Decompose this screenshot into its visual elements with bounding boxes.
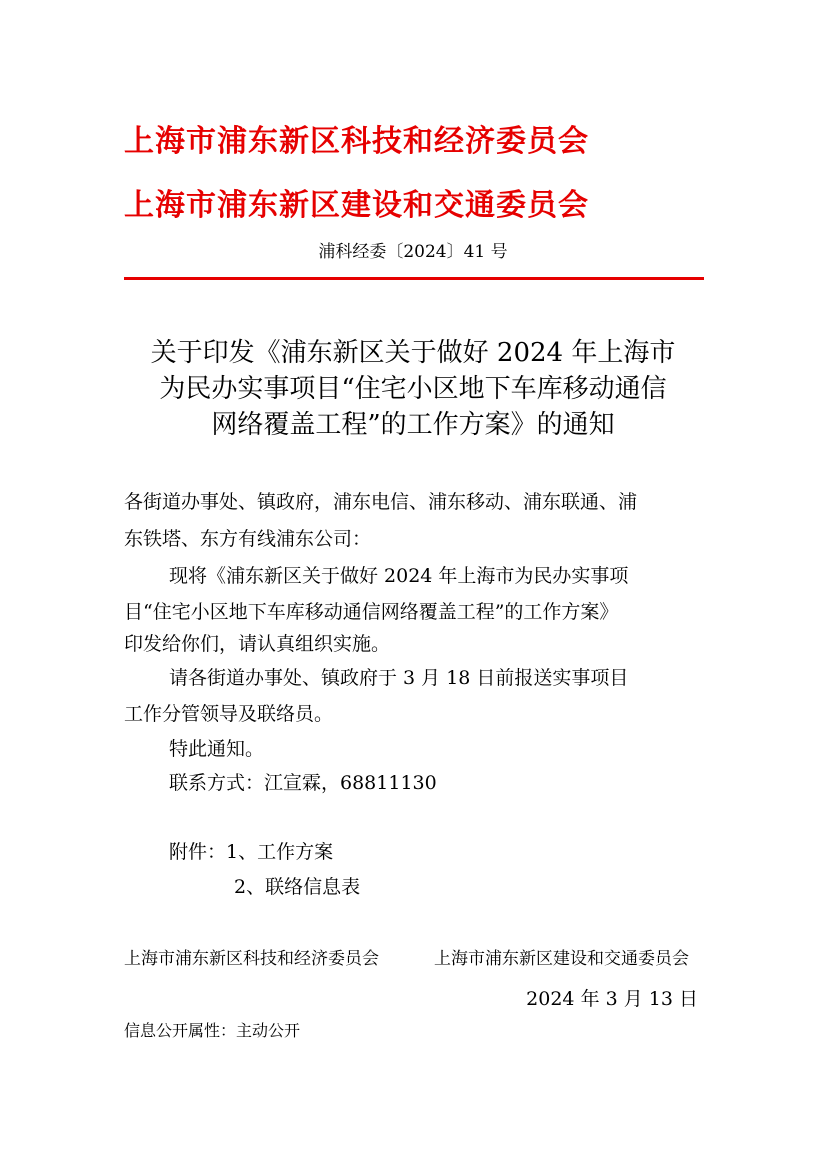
- issuer-name-1: 上海市浦东新区科技和经济委员会: [124, 124, 589, 159]
- document-title-line-2: 为民办实事项目“住宅小区地下车库移动通信: [159, 374, 667, 404]
- addressee-line-2: 东铁塔、东方有线浦东公司：: [124, 528, 372, 550]
- issuer-name-2: 上海市浦东新区建设和交通委员会: [124, 188, 589, 223]
- paragraph-2-line-1: 请各街道办事处、镇政府于 3 月 18 日前报送实事项目: [169, 667, 629, 689]
- attachment-2: 2、联络信息表: [234, 876, 361, 898]
- closing-notice: 特此通知。: [169, 738, 265, 760]
- document-number: 浦科经委〔2024〕41 号: [318, 242, 508, 262]
- attachment-1: 附件：1、工作方案: [169, 841, 334, 863]
- signature-right: 上海市浦东新区建设和交通委员会: [434, 949, 689, 969]
- red-header-rule: [124, 277, 704, 280]
- paragraph-1-line-1: 现将《浦东新区关于做好 2024 年上海市为民办实事项: [169, 565, 629, 587]
- contact-info: 联系方式：江宣霖，68811130: [169, 772, 437, 794]
- document-title-line-1: 关于印发《浦东新区关于做好 2024 年上海市: [150, 338, 676, 368]
- disclosure-attribute: 信息公开属性：主动公开: [124, 1021, 301, 1040]
- paragraph-2-line-2: 工作分管领导及联络员。: [124, 703, 334, 725]
- addressee-line-1: 各街道办事处、镇政府，浦东电信、浦东移动、浦东联通、浦: [124, 491, 638, 513]
- document-title-line-3: 网络覆盖工程”的工作方案》的通知: [211, 410, 615, 440]
- paragraph-1-line-2: 目“住宅小区地下车库移动通信网络覆盖工程”的工作方案》: [124, 601, 619, 623]
- signature-left: 上海市浦东新区科技和经济委员会: [124, 949, 379, 969]
- document-date: 2024 年 3 月 13 日: [526, 988, 698, 1010]
- paragraph-1-line-3: 印发给你们，请认真组织实施。: [124, 633, 391, 655]
